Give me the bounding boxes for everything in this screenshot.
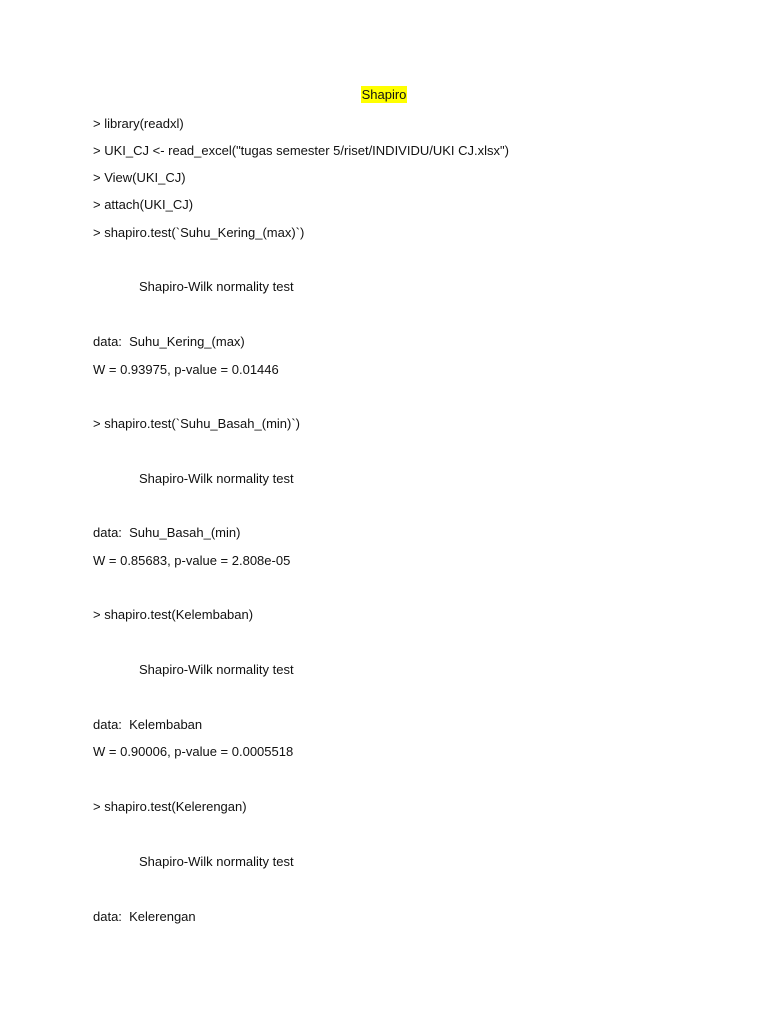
data-line-1: data: Suhu_Kering_(max) <box>93 334 245 349</box>
data-line-3: data: Kelembaban <box>93 717 203 732</box>
test-heading-1: Shapiro-Wilk normality test <box>139 279 294 294</box>
data-line-2: data: Suhu_Basah_(min) <box>93 525 241 540</box>
result-line-1: W = 0.93975, p-value = 0.01446 <box>93 362 279 377</box>
code-line-shapiro-suhu-basah: > shapiro.test(`Suhu_Basah_(min)`) <box>93 416 301 431</box>
document-title: Shapiro <box>361 87 407 102</box>
title-wrap <box>0 86 768 104</box>
code-line-attach: > attach(UKI_CJ) <box>93 197 194 212</box>
code-line-library: > library(readxl) <box>93 116 184 131</box>
test-heading-3: Shapiro-Wilk normality test <box>139 662 294 677</box>
code-line-shapiro-kelembaban: > shapiro.test(Kelembaban) <box>93 607 254 622</box>
code-line-shapiro-suhu-kering: > shapiro.test(`Suhu_Kering_(max)`) <box>93 225 305 240</box>
code-line-read-excel: > UKI_CJ <- read_excel("tugas semester 5/riset/INDIVIDU/UKI CJ.xlsx") <box>93 143 509 158</box>
result-line-3: W = 0.90006, p-value = 0.0005518 <box>93 744 294 759</box>
code-line-shapiro-kelerengan: > shapiro.test(Kelerengan) <box>93 799 247 814</box>
data-line-4: data: Kelerengan <box>93 909 196 924</box>
result-line-2: W = 0.85683, p-value = 2.808e-05 <box>93 553 291 568</box>
code-line-view: > View(UKI_CJ) <box>93 170 186 185</box>
test-heading-4: Shapiro-Wilk normality test <box>139 854 294 869</box>
test-heading-2: Shapiro-Wilk normality test <box>139 471 294 486</box>
